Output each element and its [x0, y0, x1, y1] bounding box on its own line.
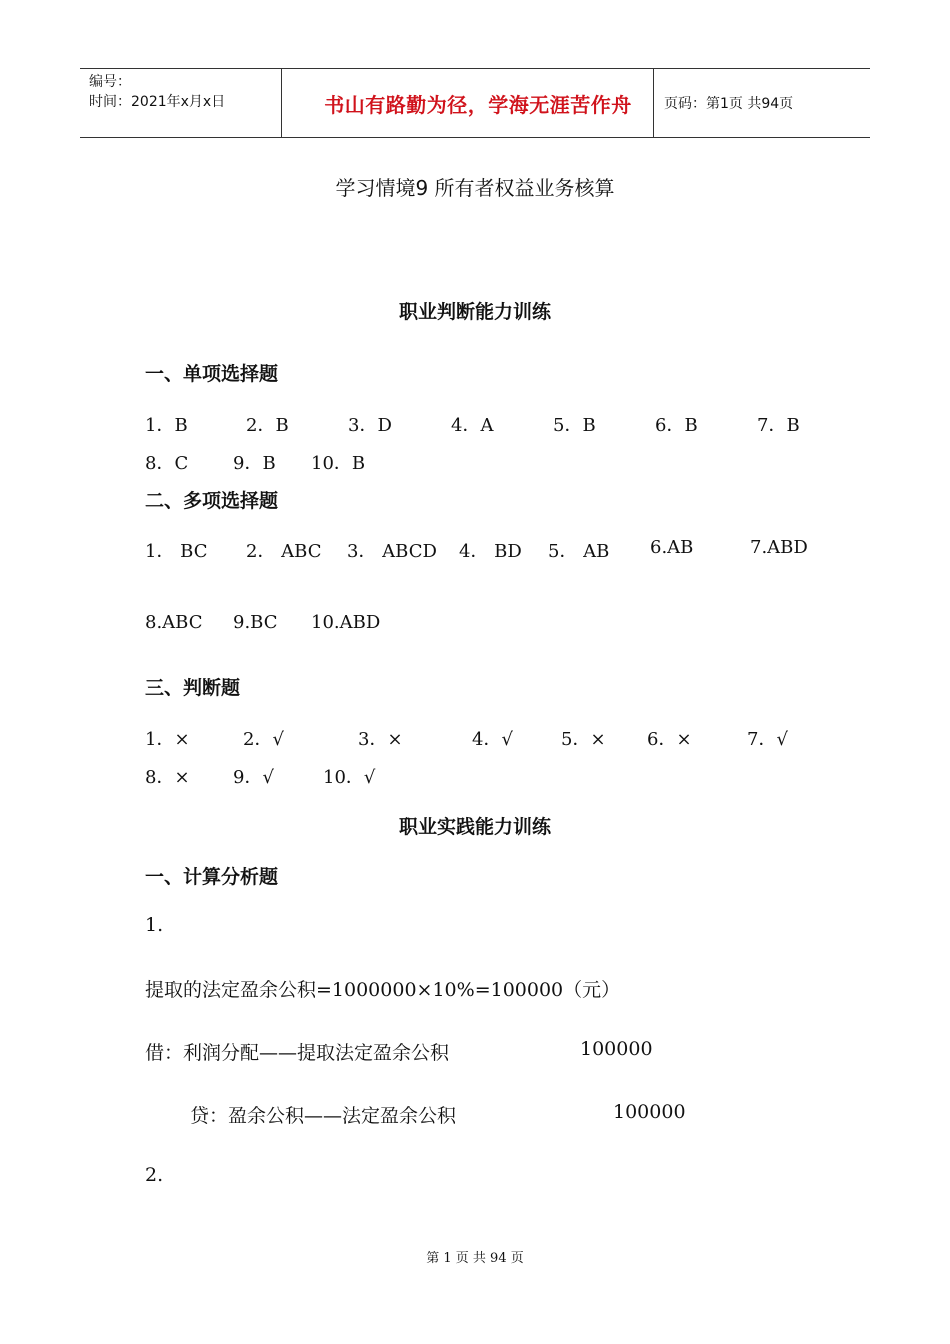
- answer-item: 4．√: [472, 729, 513, 750]
- answer-item: 9．B: [233, 453, 276, 474]
- answer-item: 1．B: [145, 415, 188, 436]
- number-label: 编号：: [89, 74, 131, 90]
- multi-choice-heading: 二、多项选择题: [145, 490, 279, 512]
- header-meta: [89, 72, 225, 112]
- answer-item: 1． BC: [145, 541, 208, 562]
- answer-item: 8.ABC: [145, 612, 203, 633]
- header-motto: 书山有路勤为径，学海无涯苦作舟: [324, 92, 632, 117]
- header-page-info: 页码：第1页 共94页: [664, 96, 794, 112]
- doc-title: 学习情境9 所有者权益业务核算: [335, 176, 615, 200]
- formula-line: 提取的法定盈余公积=1000000×10%=100000（元）: [145, 979, 621, 1001]
- answer-item: 9.BC: [233, 612, 278, 633]
- answer-item: 5．×: [561, 729, 606, 750]
- answer-item: 4． BD: [459, 541, 522, 562]
- single-choice-heading: 一、单项选择题: [145, 363, 279, 385]
- answer-item: 2． ABC: [246, 541, 322, 562]
- answer-item: 4．A: [451, 415, 494, 436]
- judge-heading: 三、判断题: [145, 677, 241, 699]
- answer-item: 5． AB: [548, 541, 610, 562]
- answer-item: 8．×: [145, 767, 190, 788]
- answer-item: 7．√: [747, 729, 788, 750]
- answer-item: 3．D: [348, 415, 392, 436]
- credit-entry: 贷：盈余公积——法定盈余公积: [190, 1105, 457, 1127]
- answer-item: 1．×: [145, 729, 190, 750]
- answer-item: 8．C: [145, 453, 189, 474]
- item-number: 1.: [145, 914, 164, 936]
- answer-item: 6.AB: [650, 537, 694, 558]
- credit-amount: 100000: [613, 1101, 686, 1123]
- page-header: [80, 68, 870, 138]
- time-label: 时间：2021年x月x日: [89, 94, 226, 110]
- answer-item: 3． ABCD: [347, 541, 437, 562]
- section-title: 职业判断能力训练: [398, 301, 551, 323]
- page-footer: 第 1 页 共 94 页: [426, 1251, 524, 1266]
- answer-item: 6．×: [647, 729, 692, 750]
- answer-item: 7．B: [757, 415, 800, 436]
- answer-item: 10．B: [311, 453, 366, 474]
- item-number: 2.: [145, 1164, 164, 1186]
- answer-item: 9．√: [233, 767, 274, 788]
- answer-item: 3．×: [358, 729, 403, 750]
- answer-item: 10．√: [323, 767, 376, 788]
- answer-item: 5．B: [553, 415, 596, 436]
- answer-item: 2．√: [243, 729, 284, 750]
- answer-item: 2．B: [246, 415, 289, 436]
- calc-heading: 一、计算分析题: [145, 866, 279, 888]
- header-divider: [281, 69, 282, 137]
- debit-amount: 100000: [580, 1038, 653, 1060]
- answer-item: 6．B: [655, 415, 698, 436]
- debit-entry: 借：利润分配——提取法定盈余公积: [145, 1042, 450, 1064]
- section-title: 职业实践能力训练: [398, 816, 551, 838]
- answer-item: 7.ABD: [750, 537, 808, 558]
- answer-item: 10.ABD: [311, 612, 381, 633]
